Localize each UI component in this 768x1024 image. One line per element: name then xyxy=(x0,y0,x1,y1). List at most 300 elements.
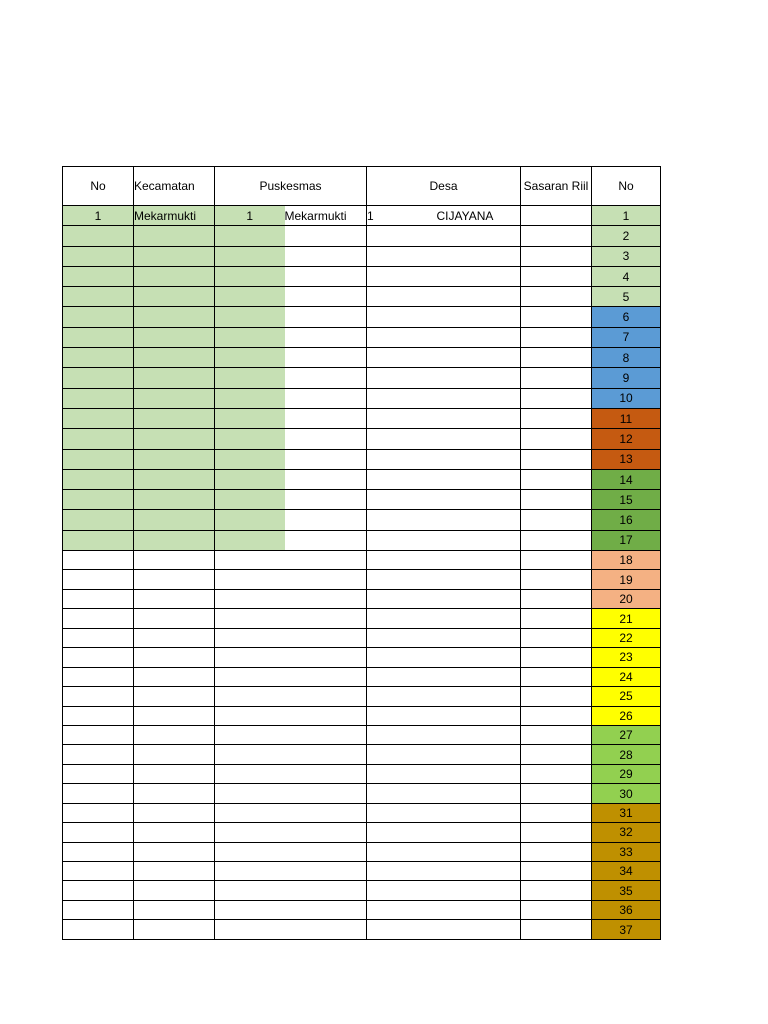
cell-no[interactable]: 1 xyxy=(63,206,134,226)
cell-index-no[interactable]: 22 xyxy=(592,628,661,647)
cell-sasaran-riil[interactable] xyxy=(521,823,592,842)
cell-desa-name[interactable] xyxy=(437,667,521,686)
cell-no[interactable] xyxy=(63,226,134,246)
cell-index-no[interactable]: 5 xyxy=(592,287,661,307)
cell-puskesmas-no[interactable] xyxy=(215,745,285,764)
cell-no[interactable] xyxy=(63,745,134,764)
cell-kecamatan[interactable] xyxy=(134,667,215,686)
cell-desa-no[interactable] xyxy=(367,823,437,842)
cell-puskesmas-name[interactable] xyxy=(285,226,367,246)
cell-sasaran-riil[interactable] xyxy=(521,628,592,647)
cell-kecamatan[interactable] xyxy=(134,589,215,608)
cell-desa-no[interactable] xyxy=(367,648,437,667)
cell-puskesmas-name[interactable] xyxy=(285,862,367,881)
cell-desa-name[interactable] xyxy=(437,589,521,608)
cell-kecamatan[interactable] xyxy=(134,706,215,725)
cell-kecamatan[interactable] xyxy=(134,803,215,822)
cell-puskesmas-name[interactable] xyxy=(285,764,367,783)
cell-desa-no[interactable] xyxy=(367,842,437,861)
cell-desa-no[interactable] xyxy=(367,764,437,783)
cell-no[interactable] xyxy=(63,510,134,530)
header-no-index[interactable]: No xyxy=(592,167,661,206)
cell-sasaran-riil[interactable] xyxy=(521,327,592,347)
cell-index-no[interactable]: 16 xyxy=(592,510,661,530)
cell-index-no[interactable]: 1 xyxy=(592,206,661,226)
cell-kecamatan[interactable] xyxy=(134,530,215,550)
cell-puskesmas-no[interactable] xyxy=(215,490,285,510)
cell-index-no[interactable]: 13 xyxy=(592,449,661,469)
cell-no[interactable] xyxy=(63,327,134,347)
cell-no[interactable] xyxy=(63,667,134,686)
cell-desa-no[interactable]: 1 xyxy=(367,206,437,226)
cell-desa-name[interactable]: CIJAYANA xyxy=(437,206,521,226)
cell-puskesmas-name[interactable] xyxy=(285,510,367,530)
cell-desa-name[interactable] xyxy=(437,368,521,388)
cell-sasaran-riil[interactable] xyxy=(521,589,592,608)
cell-puskesmas-name[interactable] xyxy=(285,570,367,589)
cell-puskesmas-no[interactable] xyxy=(215,266,285,286)
cell-desa-name[interactable] xyxy=(437,803,521,822)
cell-no[interactable] xyxy=(63,266,134,286)
cell-no[interactable] xyxy=(63,307,134,327)
cell-no[interactable] xyxy=(63,706,134,725)
cell-desa-name[interactable] xyxy=(437,823,521,842)
cell-puskesmas-name[interactable] xyxy=(285,469,367,489)
cell-kecamatan[interactable] xyxy=(134,900,215,919)
header-no[interactable]: No xyxy=(63,167,134,206)
cell-puskesmas-no[interactable] xyxy=(215,609,285,628)
cell-puskesmas-no[interactable] xyxy=(215,327,285,347)
cell-puskesmas-no[interactable] xyxy=(215,706,285,725)
cell-index-no[interactable]: 6 xyxy=(592,307,661,327)
cell-desa-no[interactable] xyxy=(367,408,437,428)
cell-no[interactable] xyxy=(63,551,134,570)
cell-puskesmas-name[interactable] xyxy=(285,725,367,744)
cell-puskesmas-no[interactable] xyxy=(215,784,285,803)
cell-sasaran-riil[interactable] xyxy=(521,287,592,307)
cell-desa-name[interactable] xyxy=(437,408,521,428)
cell-kecamatan[interactable] xyxy=(134,307,215,327)
cell-no[interactable] xyxy=(63,368,134,388)
cell-puskesmas-no[interactable] xyxy=(215,920,285,939)
cell-index-no[interactable]: 2 xyxy=(592,226,661,246)
cell-puskesmas-no[interactable] xyxy=(215,287,285,307)
cell-desa-name[interactable] xyxy=(437,307,521,327)
cell-index-no[interactable]: 26 xyxy=(592,706,661,725)
cell-index-no[interactable]: 15 xyxy=(592,490,661,510)
cell-sasaran-riil[interactable] xyxy=(521,667,592,686)
cell-no[interactable] xyxy=(63,589,134,608)
cell-no[interactable] xyxy=(63,570,134,589)
cell-kecamatan[interactable] xyxy=(134,842,215,861)
cell-kecamatan[interactable] xyxy=(134,881,215,900)
cell-desa-no[interactable] xyxy=(367,449,437,469)
cell-index-no[interactable]: 3 xyxy=(592,246,661,266)
cell-sasaran-riil[interactable] xyxy=(521,570,592,589)
cell-index-no[interactable]: 31 xyxy=(592,803,661,822)
cell-sasaran-riil[interactable] xyxy=(521,469,592,489)
cell-sasaran-riil[interactable] xyxy=(521,307,592,327)
cell-desa-no[interactable] xyxy=(367,551,437,570)
cell-no[interactable] xyxy=(63,881,134,900)
cell-desa-no[interactable] xyxy=(367,900,437,919)
cell-desa-no[interactable] xyxy=(367,609,437,628)
cell-puskesmas-no[interactable] xyxy=(215,648,285,667)
cell-puskesmas-no[interactable] xyxy=(215,862,285,881)
cell-puskesmas-no[interactable] xyxy=(215,551,285,570)
cell-desa-no[interactable] xyxy=(367,287,437,307)
cell-puskesmas-name[interactable] xyxy=(285,648,367,667)
cell-sasaran-riil[interactable] xyxy=(521,706,592,725)
cell-puskesmas-no[interactable] xyxy=(215,408,285,428)
cell-index-no[interactable]: 8 xyxy=(592,348,661,368)
cell-puskesmas-name[interactable] xyxy=(285,803,367,822)
cell-desa-no[interactable] xyxy=(367,226,437,246)
cell-index-no[interactable]: 32 xyxy=(592,823,661,842)
cell-index-no[interactable]: 37 xyxy=(592,920,661,939)
cell-sasaran-riil[interactable] xyxy=(521,803,592,822)
cell-kecamatan[interactable] xyxy=(134,628,215,647)
cell-puskesmas-no[interactable]: 1 xyxy=(215,206,285,226)
cell-kecamatan[interactable] xyxy=(134,609,215,628)
cell-no[interactable] xyxy=(63,725,134,744)
cell-sasaran-riil[interactable] xyxy=(521,449,592,469)
cell-index-no[interactable]: 35 xyxy=(592,881,661,900)
cell-no[interactable] xyxy=(63,842,134,861)
cell-puskesmas-no[interactable] xyxy=(215,368,285,388)
cell-desa-name[interactable] xyxy=(437,510,521,530)
cell-no[interactable] xyxy=(63,628,134,647)
header-puskesmas[interactable]: Puskesmas xyxy=(215,167,367,206)
cell-desa-name[interactable] xyxy=(437,266,521,286)
cell-no[interactable] xyxy=(63,920,134,939)
header-sasaran-riil[interactable]: Sasaran Riil xyxy=(521,167,592,206)
cell-desa-name[interactable] xyxy=(437,490,521,510)
cell-puskesmas-no[interactable] xyxy=(215,900,285,919)
cell-index-no[interactable]: 4 xyxy=(592,266,661,286)
cell-desa-name[interactable] xyxy=(437,862,521,881)
cell-desa-name[interactable] xyxy=(437,429,521,449)
cell-puskesmas-name[interactable] xyxy=(285,388,367,408)
cell-desa-no[interactable] xyxy=(367,327,437,347)
cell-puskesmas-name[interactable] xyxy=(285,368,367,388)
cell-desa-name[interactable] xyxy=(437,287,521,307)
cell-desa-no[interactable] xyxy=(367,510,437,530)
cell-index-no[interactable]: 33 xyxy=(592,842,661,861)
cell-desa-name[interactable] xyxy=(437,570,521,589)
cell-desa-no[interactable] xyxy=(367,348,437,368)
cell-sasaran-riil[interactable] xyxy=(521,764,592,783)
cell-no[interactable] xyxy=(63,900,134,919)
cell-kecamatan[interactable] xyxy=(134,368,215,388)
cell-no[interactable] xyxy=(63,287,134,307)
cell-puskesmas-name[interactable] xyxy=(285,706,367,725)
cell-puskesmas-no[interactable] xyxy=(215,226,285,246)
cell-kecamatan[interactable] xyxy=(134,469,215,489)
cell-desa-name[interactable] xyxy=(437,920,521,939)
cell-desa-name[interactable] xyxy=(437,784,521,803)
cell-desa-name[interactable] xyxy=(437,609,521,628)
cell-desa-no[interactable] xyxy=(367,745,437,764)
cell-sasaran-riil[interactable] xyxy=(521,609,592,628)
cell-sasaran-riil[interactable] xyxy=(521,920,592,939)
cell-no[interactable] xyxy=(63,862,134,881)
cell-puskesmas-no[interactable] xyxy=(215,570,285,589)
cell-puskesmas-no[interactable] xyxy=(215,842,285,861)
cell-puskesmas-name[interactable] xyxy=(285,589,367,608)
cell-desa-name[interactable] xyxy=(437,469,521,489)
cell-sasaran-riil[interactable] xyxy=(521,745,592,764)
cell-puskesmas-no[interactable] xyxy=(215,667,285,686)
cell-puskesmas-no[interactable] xyxy=(215,589,285,608)
cell-kecamatan[interactable] xyxy=(134,490,215,510)
cell-kecamatan[interactable] xyxy=(134,745,215,764)
cell-desa-no[interactable] xyxy=(367,490,437,510)
cell-sasaran-riil[interactable] xyxy=(521,348,592,368)
cell-no[interactable] xyxy=(63,429,134,449)
cell-desa-name[interactable] xyxy=(437,530,521,550)
cell-no[interactable] xyxy=(63,469,134,489)
cell-puskesmas-no[interactable] xyxy=(215,881,285,900)
header-desa[interactable]: Desa xyxy=(367,167,521,206)
cell-index-no[interactable]: 24 xyxy=(592,667,661,686)
cell-desa-name[interactable] xyxy=(437,900,521,919)
cell-kecamatan[interactable] xyxy=(134,551,215,570)
cell-no[interactable] xyxy=(63,823,134,842)
cell-puskesmas-name[interactable]: Mekarmukti xyxy=(285,206,367,226)
cell-desa-name[interactable] xyxy=(437,628,521,647)
cell-puskesmas-no[interactable] xyxy=(215,803,285,822)
cell-desa-no[interactable] xyxy=(367,706,437,725)
cell-desa-name[interactable] xyxy=(437,226,521,246)
cell-no[interactable] xyxy=(63,784,134,803)
cell-puskesmas-no[interactable] xyxy=(215,246,285,266)
cell-puskesmas-name[interactable] xyxy=(285,287,367,307)
cell-kecamatan[interactable] xyxy=(134,348,215,368)
cell-puskesmas-name[interactable] xyxy=(285,408,367,428)
cell-index-no[interactable]: 11 xyxy=(592,408,661,428)
cell-sasaran-riil[interactable] xyxy=(521,862,592,881)
cell-sasaran-riil[interactable] xyxy=(521,551,592,570)
cell-kecamatan[interactable] xyxy=(134,226,215,246)
cell-desa-no[interactable] xyxy=(367,429,437,449)
cell-puskesmas-name[interactable] xyxy=(285,667,367,686)
cell-index-no[interactable]: 29 xyxy=(592,764,661,783)
cell-no[interactable] xyxy=(63,246,134,266)
cell-desa-no[interactable] xyxy=(367,589,437,608)
cell-desa-no[interactable] xyxy=(367,862,437,881)
cell-desa-name[interactable] xyxy=(437,725,521,744)
cell-desa-name[interactable] xyxy=(437,449,521,469)
cell-index-no[interactable]: 25 xyxy=(592,687,661,706)
cell-desa-no[interactable] xyxy=(367,803,437,822)
cell-index-no[interactable]: 12 xyxy=(592,429,661,449)
cell-kecamatan[interactable] xyxy=(134,510,215,530)
cell-sasaran-riil[interactable] xyxy=(521,408,592,428)
cell-desa-name[interactable] xyxy=(437,842,521,861)
cell-kecamatan[interactable] xyxy=(134,449,215,469)
cell-puskesmas-no[interactable] xyxy=(215,764,285,783)
cell-sasaran-riil[interactable] xyxy=(521,881,592,900)
cell-sasaran-riil[interactable] xyxy=(521,510,592,530)
cell-desa-name[interactable] xyxy=(437,745,521,764)
cell-sasaran-riil[interactable] xyxy=(521,490,592,510)
header-kecamatan[interactable]: Kecamatan xyxy=(134,167,215,206)
cell-no[interactable] xyxy=(63,764,134,783)
cell-index-no[interactable]: 10 xyxy=(592,388,661,408)
cell-index-no[interactable]: 20 xyxy=(592,589,661,608)
cell-sasaran-riil[interactable] xyxy=(521,266,592,286)
cell-no[interactable] xyxy=(63,530,134,550)
cell-kecamatan[interactable] xyxy=(134,920,215,939)
cell-index-no[interactable]: 21 xyxy=(592,609,661,628)
cell-no[interactable] xyxy=(63,648,134,667)
cell-kecamatan[interactable] xyxy=(134,687,215,706)
cell-puskesmas-no[interactable] xyxy=(215,449,285,469)
cell-sasaran-riil[interactable] xyxy=(521,900,592,919)
cell-kecamatan[interactable] xyxy=(134,408,215,428)
cell-sasaran-riil[interactable] xyxy=(521,429,592,449)
cell-sasaran-riil[interactable] xyxy=(521,226,592,246)
cell-desa-name[interactable] xyxy=(437,246,521,266)
cell-kecamatan[interactable] xyxy=(134,725,215,744)
cell-index-no[interactable]: 9 xyxy=(592,368,661,388)
cell-desa-no[interactable] xyxy=(367,725,437,744)
cell-index-no[interactable]: 28 xyxy=(592,745,661,764)
cell-puskesmas-name[interactable] xyxy=(285,842,367,861)
cell-sasaran-riil[interactable] xyxy=(521,784,592,803)
cell-no[interactable] xyxy=(63,803,134,822)
cell-sasaran-riil[interactable] xyxy=(521,842,592,861)
cell-index-no[interactable]: 23 xyxy=(592,648,661,667)
cell-desa-no[interactable] xyxy=(367,570,437,589)
cell-kecamatan[interactable] xyxy=(134,570,215,589)
cell-kecamatan[interactable] xyxy=(134,246,215,266)
cell-puskesmas-name[interactable] xyxy=(285,327,367,347)
cell-puskesmas-no[interactable] xyxy=(215,725,285,744)
cell-puskesmas-name[interactable] xyxy=(285,246,367,266)
cell-kecamatan[interactable] xyxy=(134,823,215,842)
cell-sasaran-riil[interactable] xyxy=(521,246,592,266)
cell-index-no[interactable]: 36 xyxy=(592,900,661,919)
cell-desa-no[interactable] xyxy=(367,530,437,550)
cell-puskesmas-no[interactable] xyxy=(215,510,285,530)
cell-index-no[interactable]: 19 xyxy=(592,570,661,589)
cell-sasaran-riil[interactable] xyxy=(521,530,592,550)
cell-kecamatan[interactable] xyxy=(134,764,215,783)
cell-desa-name[interactable] xyxy=(437,551,521,570)
cell-puskesmas-no[interactable] xyxy=(215,530,285,550)
cell-desa-no[interactable] xyxy=(367,687,437,706)
cell-desa-no[interactable] xyxy=(367,784,437,803)
cell-index-no[interactable]: 34 xyxy=(592,862,661,881)
cell-index-no[interactable]: 7 xyxy=(592,327,661,347)
cell-desa-no[interactable] xyxy=(367,920,437,939)
cell-puskesmas-name[interactable] xyxy=(285,628,367,647)
cell-puskesmas-name[interactable] xyxy=(285,551,367,570)
cell-no[interactable] xyxy=(63,408,134,428)
cell-sasaran-riil[interactable] xyxy=(521,725,592,744)
cell-no[interactable] xyxy=(63,609,134,628)
cell-puskesmas-no[interactable] xyxy=(215,469,285,489)
cell-puskesmas-no[interactable] xyxy=(215,429,285,449)
cell-desa-no[interactable] xyxy=(367,667,437,686)
cell-puskesmas-name[interactable] xyxy=(285,881,367,900)
cell-puskesmas-name[interactable] xyxy=(285,745,367,764)
cell-no[interactable] xyxy=(63,490,134,510)
cell-kecamatan[interactable] xyxy=(134,327,215,347)
cell-kecamatan[interactable] xyxy=(134,429,215,449)
cell-sasaran-riil[interactable] xyxy=(521,368,592,388)
cell-desa-no[interactable] xyxy=(367,266,437,286)
cell-kecamatan[interactable] xyxy=(134,287,215,307)
cell-index-no[interactable]: 27 xyxy=(592,725,661,744)
cell-puskesmas-no[interactable] xyxy=(215,307,285,327)
cell-puskesmas-name[interactable] xyxy=(285,449,367,469)
cell-kecamatan[interactable] xyxy=(134,266,215,286)
cell-desa-name[interactable] xyxy=(437,348,521,368)
cell-kecamatan[interactable] xyxy=(134,388,215,408)
cell-puskesmas-name[interactable] xyxy=(285,530,367,550)
cell-index-no[interactable]: 30 xyxy=(592,784,661,803)
cell-desa-no[interactable] xyxy=(367,469,437,489)
cell-sasaran-riil[interactable] xyxy=(521,388,592,408)
cell-no[interactable] xyxy=(63,388,134,408)
cell-index-no[interactable]: 14 xyxy=(592,469,661,489)
cell-kecamatan[interactable] xyxy=(134,862,215,881)
cell-kecamatan[interactable] xyxy=(134,648,215,667)
cell-puskesmas-name[interactable] xyxy=(285,307,367,327)
cell-desa-no[interactable] xyxy=(367,388,437,408)
cell-desa-no[interactable] xyxy=(367,246,437,266)
cell-desa-name[interactable] xyxy=(437,881,521,900)
cell-sasaran-riil[interactable] xyxy=(521,687,592,706)
cell-desa-no[interactable] xyxy=(367,368,437,388)
cell-no[interactable] xyxy=(63,687,134,706)
cell-no[interactable] xyxy=(63,348,134,368)
cell-puskesmas-no[interactable] xyxy=(215,687,285,706)
cell-index-no[interactable]: 18 xyxy=(592,551,661,570)
cell-index-no[interactable]: 17 xyxy=(592,530,661,550)
cell-desa-name[interactable] xyxy=(437,687,521,706)
cell-desa-name[interactable] xyxy=(437,388,521,408)
cell-puskesmas-name[interactable] xyxy=(285,900,367,919)
cell-desa-no[interactable] xyxy=(367,307,437,327)
cell-puskesmas-name[interactable] xyxy=(285,920,367,939)
cell-puskesmas-no[interactable] xyxy=(215,388,285,408)
cell-puskesmas-name[interactable] xyxy=(285,266,367,286)
cell-no[interactable] xyxy=(63,449,134,469)
cell-desa-name[interactable] xyxy=(437,648,521,667)
cell-desa-name[interactable] xyxy=(437,764,521,783)
cell-kecamatan[interactable]: Mekarmukti xyxy=(134,206,215,226)
cell-puskesmas-name[interactable] xyxy=(285,348,367,368)
cell-desa-no[interactable] xyxy=(367,628,437,647)
cell-kecamatan[interactable] xyxy=(134,784,215,803)
cell-sasaran-riil[interactable] xyxy=(521,648,592,667)
cell-desa-no[interactable] xyxy=(367,881,437,900)
cell-puskesmas-no[interactable] xyxy=(215,823,285,842)
cell-sasaran-riil[interactable] xyxy=(521,206,592,226)
cell-puskesmas-name[interactable] xyxy=(285,687,367,706)
cell-desa-name[interactable] xyxy=(437,327,521,347)
cell-puskesmas-name[interactable] xyxy=(285,609,367,628)
cell-desa-name[interactable] xyxy=(437,706,521,725)
cell-puskesmas-name[interactable] xyxy=(285,490,367,510)
cell-puskesmas-name[interactable] xyxy=(285,429,367,449)
cell-puskesmas-no[interactable] xyxy=(215,348,285,368)
cell-puskesmas-name[interactable] xyxy=(285,784,367,803)
